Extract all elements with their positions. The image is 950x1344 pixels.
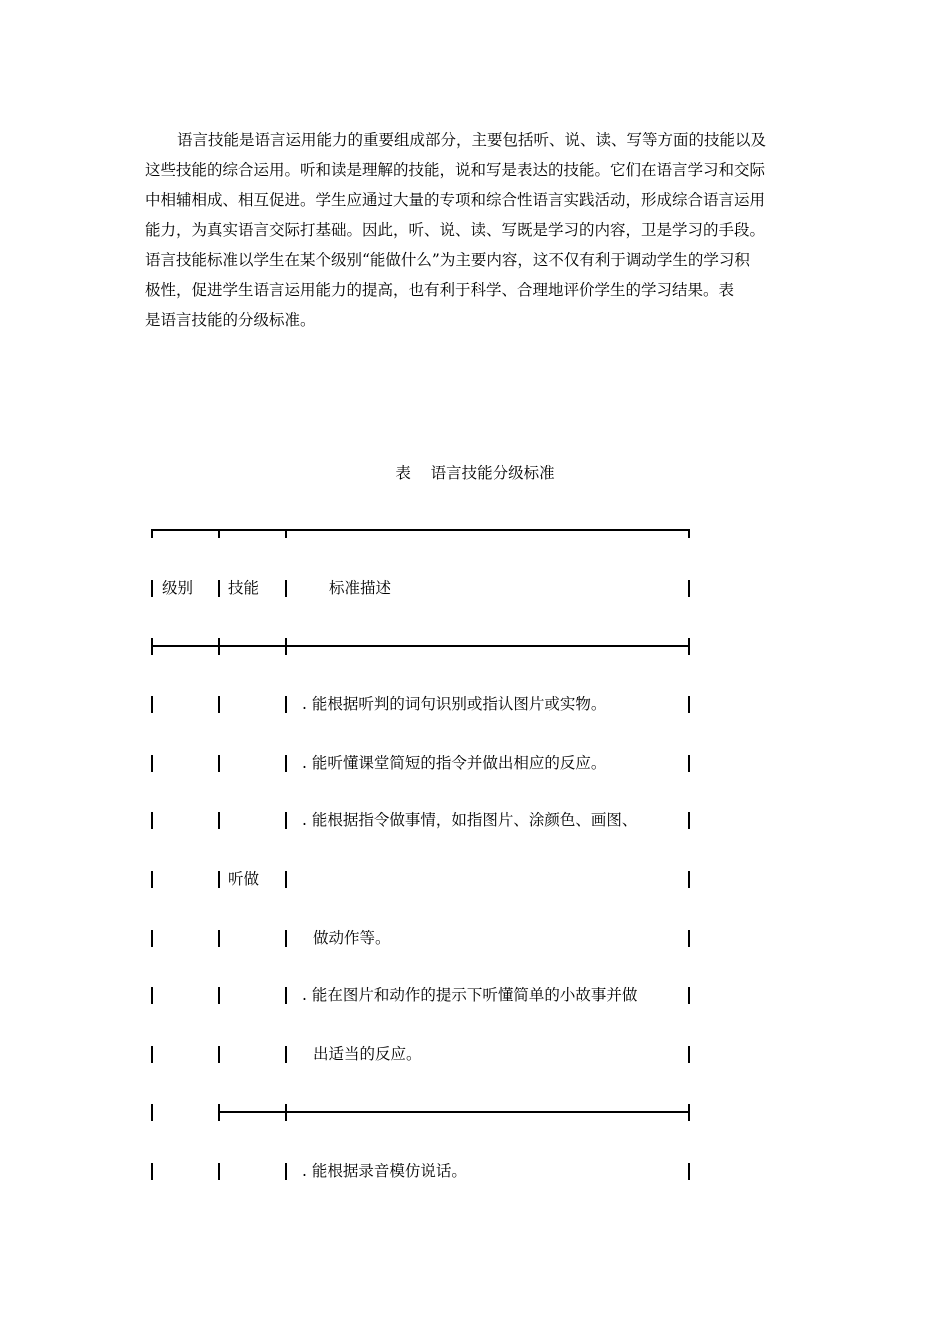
- column-border: [688, 1163, 690, 1180]
- column-border: [151, 930, 153, 947]
- column-border: [688, 1046, 690, 1063]
- column-border: [688, 871, 690, 888]
- column-border: [688, 987, 690, 1004]
- column-border: [285, 580, 287, 597]
- table-junction: [285, 529, 287, 538]
- row-description: 出适当的反应。: [313, 1045, 422, 1063]
- column-border: [151, 1163, 153, 1180]
- paragraph-line: 能力，为真实语言交际打基础。因此，听、说、读、写既是学习的内容，卫是学习的手段。: [145, 221, 766, 239]
- table-junction: [151, 638, 153, 655]
- row-description: . 能根据指令做事情，如指图片、涂颜色、画图、: [302, 811, 638, 829]
- column-border: [151, 580, 153, 597]
- table-junction: [688, 1104, 690, 1121]
- column-border: [285, 987, 287, 1004]
- row-description: . 能根据听判的词句识别或指认图片或实物。: [302, 695, 607, 713]
- row-skill: 听做: [228, 870, 260, 888]
- column-border: [218, 1046, 220, 1063]
- group-separator: [218, 1111, 690, 1113]
- column-border: [688, 580, 690, 597]
- column-border: [285, 1046, 287, 1063]
- paragraph-line: 极性，促进学生语言运用能力的提高，也有利于科学、合理地评价学生的学习结果。表: [145, 281, 735, 299]
- table-junction: [688, 638, 690, 655]
- row-description: 做动作等。: [313, 929, 391, 947]
- column-border: [285, 696, 287, 713]
- table-junction: [218, 1104, 220, 1121]
- column-border: [688, 755, 690, 772]
- column-border: [151, 755, 153, 772]
- column-border: [218, 987, 220, 1004]
- column-border: [688, 930, 690, 947]
- paragraph-line: 这些技能的综合运用。听和读是理解的技能，说和写是表达的技能。它们在语言学习和交际: [145, 161, 766, 179]
- column-border: [218, 1163, 220, 1180]
- column-border: [151, 696, 153, 713]
- paragraph-line: 是语言技能的分级标准。: [145, 311, 316, 329]
- column-border: [151, 812, 153, 829]
- row-description: . 能在图片和动作的提示下听懂简单的小故事并做: [302, 986, 638, 1004]
- column-border: [688, 696, 690, 713]
- header-description: 标准描述: [329, 579, 392, 597]
- column-border: [218, 871, 220, 888]
- table-corner: [151, 529, 153, 538]
- paragraph-line: 语言技能标准以学生在某个级别“能做什么”为主要内容，这不仅有利于调动学生的学习积: [145, 251, 750, 269]
- column-border: [285, 930, 287, 947]
- paragraph-line: 语言技能是语言运用能力的重要组成部分，主要包括听、说、读、写等方面的技能以及: [177, 131, 767, 149]
- table-top-border: [151, 529, 690, 531]
- table-junction: [218, 638, 220, 655]
- table-caption: 表 语言技能分级标准: [395, 464, 555, 482]
- column-border: [285, 755, 287, 772]
- header-separator: [151, 645, 690, 647]
- column-border: [218, 696, 220, 713]
- table-junction: [285, 638, 287, 655]
- table-junction: [218, 529, 220, 538]
- column-border: [218, 580, 220, 597]
- header-skill: 技能: [228, 579, 260, 597]
- column-border: [218, 930, 220, 947]
- column-border: [285, 812, 287, 829]
- column-border: [151, 871, 153, 888]
- row-description: . 能根据录音模仿说话。: [302, 1162, 467, 1180]
- column-border: [688, 812, 690, 829]
- column-border: [285, 871, 287, 888]
- column-border: [151, 1104, 153, 1121]
- header-level: 级别: [162, 579, 194, 597]
- paragraph-line: 中相辅相成、相互促进。学生应通过大量的专项和综合性语言实践活动，形成综合语言运用: [145, 191, 766, 209]
- table-junction: [285, 1104, 287, 1121]
- column-border: [218, 755, 220, 772]
- column-border: [151, 987, 153, 1004]
- column-border: [151, 1046, 153, 1063]
- table-corner: [688, 529, 690, 538]
- row-description: . 能听懂课堂简短的指令并做出相应的反应。: [302, 754, 607, 772]
- column-border: [285, 1163, 287, 1180]
- column-border: [218, 812, 220, 829]
